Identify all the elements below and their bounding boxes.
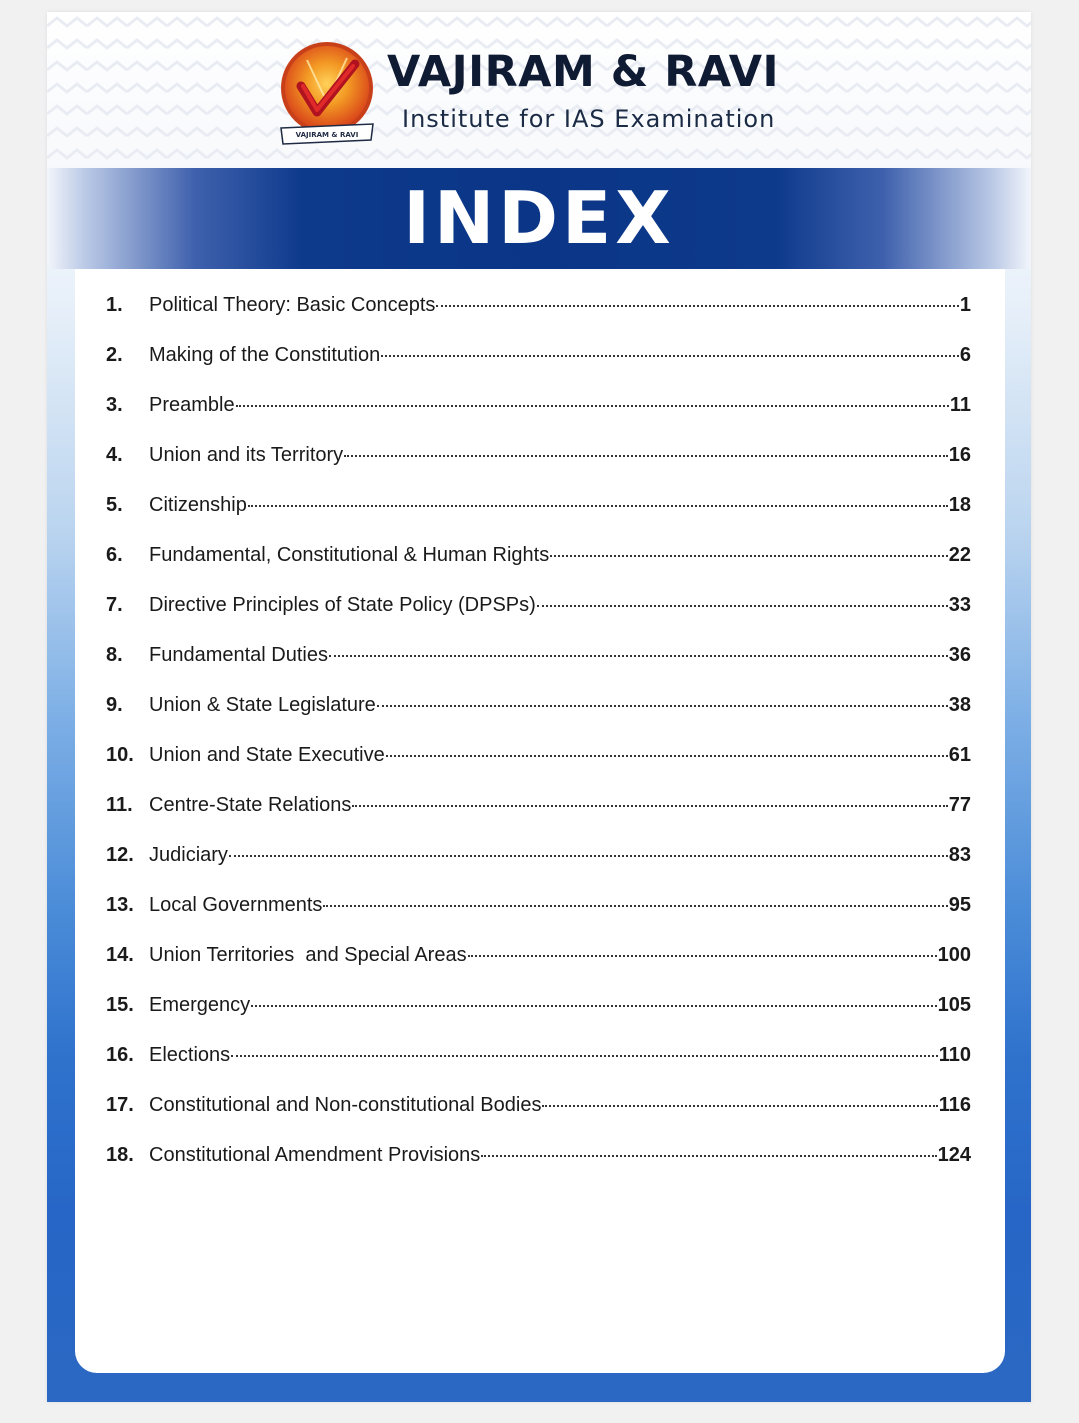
toc-page-number: 77 xyxy=(948,794,971,816)
toc-title: Constitutional Amendment Provisions xyxy=(149,1144,481,1166)
index-card xyxy=(75,269,1005,1373)
toc-title: Directive Principles of State Policy (DPSPs) xyxy=(149,594,536,616)
toc-title: Union and State Executive xyxy=(149,744,385,766)
toc-title: Centre-State Relations xyxy=(149,794,352,816)
toc-leader-dots xyxy=(537,605,948,607)
toc-page-number: 11 xyxy=(949,394,971,416)
toc-number: 4. xyxy=(106,444,123,466)
toc-leader-dots xyxy=(386,755,948,757)
toc-leader-dots xyxy=(542,1105,937,1107)
document-page xyxy=(47,12,1031,1402)
toc-number: 9. xyxy=(106,694,123,716)
toc-title: Local Governments xyxy=(149,894,323,916)
toc-number: 8. xyxy=(106,644,123,666)
toc-entry[interactable] xyxy=(106,344,971,394)
toc-entry[interactable] xyxy=(106,594,971,644)
toc-leader-dots xyxy=(352,805,947,807)
toc-number: 3. xyxy=(106,394,123,416)
toc-entry[interactable] xyxy=(106,894,971,944)
toc-number: 2. xyxy=(106,344,123,366)
toc-page-number: 6 xyxy=(959,344,971,366)
toc-title: Judiciary xyxy=(149,844,228,866)
toc-entry[interactable] xyxy=(106,644,971,694)
toc-number: 18. xyxy=(106,1144,134,1166)
brand-title: VAJIRAM & RAVI xyxy=(387,47,780,97)
toc-title: Constitutional and Non-constitutional Bodies xyxy=(149,1094,542,1116)
toc-entry[interactable] xyxy=(106,794,971,844)
toc-title: Fundamental, Constitutional & Human Rights xyxy=(149,544,550,566)
toc-leader-dots xyxy=(377,705,948,707)
toc-entry[interactable] xyxy=(106,494,971,544)
toc-title: Preamble xyxy=(149,394,235,416)
toc-title: Union and its Territory xyxy=(149,444,344,466)
toc-leader-dots xyxy=(468,955,937,957)
toc-title: Union & State Legislature xyxy=(149,694,376,716)
toc-number: 14. xyxy=(106,944,134,966)
toc-entry[interactable] xyxy=(106,944,971,994)
toc-page-number: 22 xyxy=(948,544,971,566)
toc-number: 10. xyxy=(106,744,134,766)
toc-leader-dots xyxy=(229,855,948,857)
toc-leader-dots xyxy=(323,905,947,907)
toc-leader-dots xyxy=(344,455,948,457)
toc-page-number: 36 xyxy=(948,644,971,666)
toc-entry[interactable] xyxy=(106,1044,971,1094)
toc-leader-dots xyxy=(231,1055,938,1057)
toc-entry[interactable] xyxy=(106,544,971,594)
toc-page-number: 18 xyxy=(948,494,971,516)
toc-title: Citizenship xyxy=(149,494,247,516)
toc-page-number: 83 xyxy=(948,844,971,866)
table-of-contents xyxy=(106,294,971,1194)
toc-title: Political Theory: Basic Concepts xyxy=(149,294,436,316)
toc-page-number: 95 xyxy=(948,894,971,916)
toc-leader-dots xyxy=(248,505,948,507)
toc-title: Elections xyxy=(149,1044,231,1066)
toc-number: 15. xyxy=(106,994,134,1016)
toc-entry[interactable] xyxy=(106,844,971,894)
toc-page-number: 1 xyxy=(959,294,971,316)
toc-entry[interactable] xyxy=(106,1144,971,1194)
toc-page-number: 100 xyxy=(937,944,971,966)
toc-entry[interactable] xyxy=(106,394,971,444)
toc-number: 16. xyxy=(106,1044,134,1066)
toc-number: 13. xyxy=(106,894,134,916)
toc-leader-dots xyxy=(381,355,959,357)
brand-subtitle: Institute for IAS Examination xyxy=(402,105,776,133)
vajiram-ravi-logo xyxy=(277,40,377,148)
toc-title: Union Territories and Special Areas xyxy=(149,944,467,966)
toc-page-number: 38 xyxy=(948,694,971,716)
toc-leader-dots xyxy=(481,1155,936,1157)
toc-page-number: 105 xyxy=(937,994,971,1016)
toc-page-number: 61 xyxy=(948,744,971,766)
index-banner xyxy=(47,168,1031,269)
toc-number: 1. xyxy=(106,294,123,316)
index-title: INDEX xyxy=(403,176,675,260)
toc-leader-dots xyxy=(436,305,958,307)
toc-number: 7. xyxy=(106,594,123,616)
toc-number: 17. xyxy=(106,1094,134,1116)
toc-title: Fundamental Duties xyxy=(149,644,328,666)
toc-page-number: 124 xyxy=(937,1144,971,1166)
toc-entry[interactable] xyxy=(106,294,971,344)
toc-title: Making of the Constitution xyxy=(149,344,381,366)
toc-leader-dots xyxy=(550,555,948,557)
toc-page-number: 33 xyxy=(948,594,971,616)
toc-page-number: 16 xyxy=(948,444,971,466)
toc-entry[interactable] xyxy=(106,1094,971,1144)
toc-entry[interactable] xyxy=(106,444,971,494)
toc-number: 5. xyxy=(106,494,123,516)
toc-number: 12. xyxy=(106,844,134,866)
toc-entry[interactable] xyxy=(106,994,971,1044)
toc-entry[interactable] xyxy=(106,694,971,744)
toc-page-number: 110 xyxy=(938,1044,971,1066)
toc-leader-dots xyxy=(329,655,948,657)
toc-title: Emergency xyxy=(149,994,251,1016)
toc-entry[interactable] xyxy=(106,744,971,794)
toc-leader-dots xyxy=(251,1005,936,1007)
logo-ribbon-text: VAJIRAM & RAVI xyxy=(295,131,359,139)
toc-number: 6. xyxy=(106,544,123,566)
toc-leader-dots xyxy=(236,405,949,407)
toc-number: 11. xyxy=(106,794,133,816)
toc-page-number: 116 xyxy=(938,1094,971,1116)
